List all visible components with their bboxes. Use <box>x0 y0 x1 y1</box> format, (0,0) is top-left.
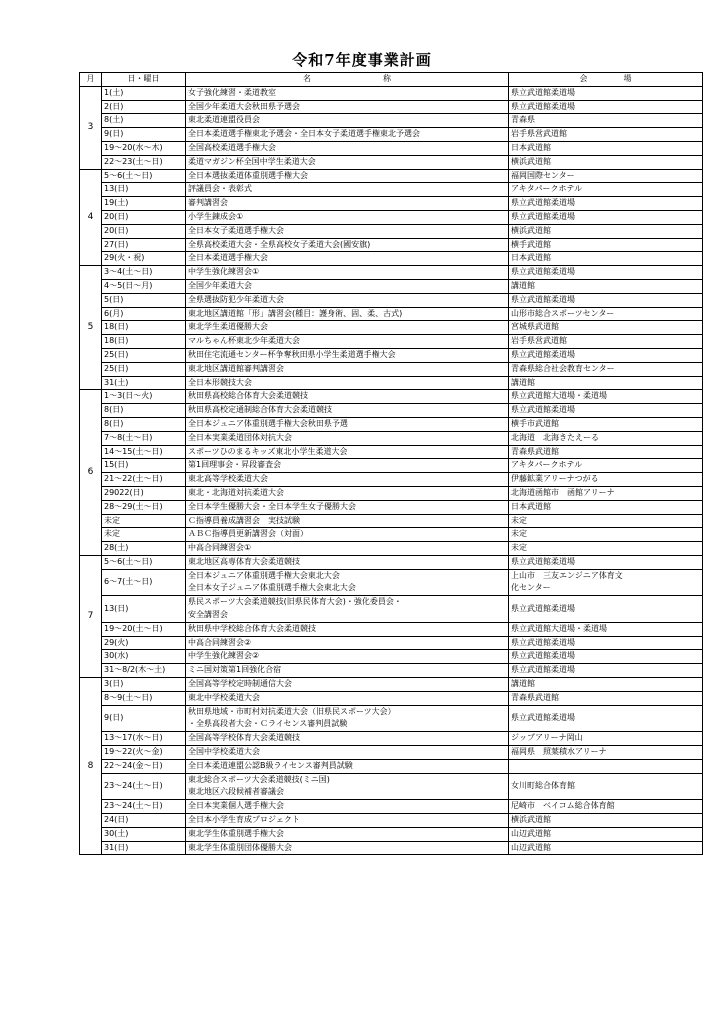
event-name-cell: ＡＢＣ指導員更新講習会（対面） <box>186 528 509 542</box>
table-row <box>80 404 703 418</box>
event-name-cell: 柔道マガジン杯全国中学生柔道大会 <box>186 155 509 169</box>
table-row <box>80 431 703 445</box>
venue-cell: 県立武道館柔道場 <box>509 705 703 732</box>
date-cell: 19～20(水～木) <box>102 141 186 155</box>
date-cell: 24(日) <box>102 814 186 828</box>
event-name-cell: 全国中学校柔道大会 <box>186 746 509 760</box>
event-name-line2: ・全県高段者大会・Ｃライセンス審判員試験 <box>188 719 348 729</box>
table-row <box>80 773 703 800</box>
event-name-cell: 全日本実業柔道団体対抗大会 <box>186 431 509 445</box>
date-cell: 31(日) <box>102 841 186 855</box>
table-row <box>80 445 703 459</box>
date-cell: 5(日) <box>102 293 186 307</box>
table-row <box>80 841 703 855</box>
date-cell: 18(日) <box>102 335 186 349</box>
venue-cell: 横浜武道館 <box>509 814 703 828</box>
event-name-cell: 中高合同練習会② <box>186 636 509 650</box>
event-name-cell: Ｃ指導員養成講習会 実技試験 <box>186 514 509 528</box>
table-row <box>80 293 703 307</box>
table-row <box>80 266 703 280</box>
event-name-line1: 県民スポーツ大会柔道競技(旧県民体育大会)・強化委員会・ <box>188 597 402 607</box>
table-row <box>80 183 703 197</box>
venue-cell: 山辺武道館 <box>509 841 703 855</box>
date-cell: 22～23(土～日) <box>102 155 186 169</box>
table-row <box>80 141 703 155</box>
date-cell: 3(日) <box>102 678 186 692</box>
table-row <box>80 622 703 636</box>
venue-cell: 山辺武道館 <box>509 827 703 841</box>
date-cell: 31～8/2(木～土) <box>102 664 186 678</box>
event-name-cell: 中高合同練習会① <box>186 542 509 556</box>
venue-cell: 福岡国際センター <box>509 169 703 183</box>
event-name-cell: 東北地区高専体育大会柔道競技 <box>186 555 509 569</box>
event-name-cell: 東北中学校柔道大会 <box>186 691 509 705</box>
venue-cell: 講道館 <box>509 279 703 293</box>
date-cell: 8～9(土～日) <box>102 691 186 705</box>
table-row <box>80 827 703 841</box>
table-row <box>80 555 703 569</box>
event-name-cell <box>186 773 509 800</box>
table-row <box>80 238 703 252</box>
table-row <box>80 814 703 828</box>
event-name-line1: 秋田県地域・市町村対抗柔道大会（旧県民スポーツ大会） <box>188 706 396 716</box>
date-cell: 13～17(水～日) <box>102 732 186 746</box>
table-row <box>80 224 703 238</box>
date-cell: 4～5(日～月) <box>102 279 186 293</box>
venue-cell: 講道館 <box>509 678 703 692</box>
date-cell: 29(火) <box>102 636 186 650</box>
date-cell: 21～22(土～日) <box>102 473 186 487</box>
venue-cell: 講道館 <box>509 376 703 390</box>
venue-cell: 伊藤鉱業アリーナつがる <box>509 473 703 487</box>
venue-cell: 青森県武道館 <box>509 445 703 459</box>
venue-cell: 青森県総合社会教育センター <box>509 362 703 376</box>
venue-cell: 県立武道館柔道場 <box>509 86 703 100</box>
table-row <box>80 486 703 500</box>
month-cell: 7 <box>80 555 102 677</box>
date-cell: 1(土) <box>102 86 186 100</box>
event-name-cell <box>186 569 509 596</box>
event-name-cell: 第1回理事会・昇段審査会 <box>186 459 509 473</box>
event-name-cell: 全日本柔道連盟公認B級ライセンス審判員試験 <box>186 759 509 773</box>
header-name-b: 称 <box>383 74 391 83</box>
venue-cell: 北海道 北海きたえーる <box>509 431 703 445</box>
event-name-cell: 東北・北海道対抗柔道大会 <box>186 486 509 500</box>
event-name-cell: 全日本選抜柔道体重別選手権大会 <box>186 169 509 183</box>
table-row <box>80 732 703 746</box>
venue-cell: 県立武道館柔道場 <box>509 555 703 569</box>
date-cell: 31(土) <box>102 376 186 390</box>
date-cell: 7～8(土～日) <box>102 431 186 445</box>
date-cell: 13(日) <box>102 183 186 197</box>
table-row <box>80 691 703 705</box>
event-name-cell: 東北柔道連盟役員会 <box>186 114 509 128</box>
venue-cell: 県立武道館柔道場 <box>509 404 703 418</box>
venue-cell: 県立武道館柔道場 <box>509 197 703 211</box>
event-name-cell: 全国少年柔道大会 <box>186 279 509 293</box>
table-row <box>80 252 703 266</box>
date-cell: 28(土) <box>102 542 186 556</box>
table-row <box>80 500 703 514</box>
event-name-cell: 東北地区講道館「形」講習会(種目：護身術、固、柔、古式) <box>186 307 509 321</box>
table-row <box>80 528 703 542</box>
venue-cell: 横浜武道館 <box>509 224 703 238</box>
venue-cell: 福岡県 照葉積水アリーナ <box>509 746 703 760</box>
event-name-cell: 東北学生体重別団体優勝大会 <box>186 841 509 855</box>
event-name-cell: 秋田県高校定通制総合体育大会柔道競技 <box>186 404 509 418</box>
table-row <box>80 114 703 128</box>
header-date: 日・曜日 <box>102 73 186 87</box>
venue-cell: 青森県 <box>509 114 703 128</box>
venue-cell: 日本武道館 <box>509 500 703 514</box>
date-cell: 8(日) <box>102 404 186 418</box>
date-cell: 18(日) <box>102 321 186 335</box>
event-name-cell: 女子強化練習・柔道教室 <box>186 86 509 100</box>
table-row <box>80 596 703 623</box>
venue-cell: 青森県武道館 <box>509 691 703 705</box>
venue-cell: 横手武道館 <box>509 238 703 252</box>
date-cell: 3～4(土～日) <box>102 266 186 280</box>
table-row <box>80 362 703 376</box>
venue-cell: 横浜武道館 <box>509 155 703 169</box>
event-name-cell: 全日本実業個人選手権大会 <box>186 800 509 814</box>
event-name-cell: 全国少年柔道大会秋田県予選会 <box>186 100 509 114</box>
table-row <box>80 569 703 596</box>
table-row <box>80 335 703 349</box>
date-cell: 30(水) <box>102 650 186 664</box>
table-row <box>80 155 703 169</box>
event-name-line2: 安全講習会 <box>188 610 228 620</box>
month-cell: 4 <box>80 169 102 266</box>
event-name-cell: 全日本形競技大会 <box>186 376 509 390</box>
date-cell: 19～20(土～日) <box>102 622 186 636</box>
venue-cell <box>509 759 703 773</box>
venue-cell: 横手市武道館 <box>509 417 703 431</box>
table-row <box>80 197 703 211</box>
table-row <box>80 664 703 678</box>
date-cell: 5～6(土～日) <box>102 169 186 183</box>
venue-line1: 上山市 三友エンジニア体育文 <box>511 570 623 580</box>
venue-cell <box>509 569 703 596</box>
event-name-cell: ミニ国対策第1回強化合宿 <box>186 664 509 678</box>
date-cell: 13(日) <box>102 596 186 623</box>
event-name-cell: 全日本学生優勝大会・全日本学生女子優勝大会 <box>186 500 509 514</box>
date-cell: 5～6(土～日) <box>102 555 186 569</box>
table-row <box>80 746 703 760</box>
month-cell: 5 <box>80 266 102 390</box>
date-cell: 29022(日) <box>102 486 186 500</box>
venue-cell: 県立武道館柔道場 <box>509 596 703 623</box>
venue-cell: 県立武道館柔道場 <box>509 636 703 650</box>
event-name-cell: 全国高等学校定時制通信大会 <box>186 678 509 692</box>
date-cell: 30(土) <box>102 827 186 841</box>
month-cell: 6 <box>80 390 102 556</box>
event-name-cell: 中学生強化練習会① <box>186 266 509 280</box>
event-name-cell <box>186 705 509 732</box>
venue-cell: 県立武道館大道場・柔道場 <box>509 622 703 636</box>
venue-cell: 北海道函館市 函館アリーナ <box>509 486 703 500</box>
table-row <box>80 321 703 335</box>
table-row <box>80 307 703 321</box>
venue-cell: 日本武道館 <box>509 141 703 155</box>
table-row <box>80 705 703 732</box>
venue-cell: 岩手県営武道館 <box>509 335 703 349</box>
event-name-cell: 全日本柔道選手権大会 <box>186 252 509 266</box>
table-row <box>80 390 703 404</box>
table-row <box>80 210 703 224</box>
venue-cell: 岩手県営武道館 <box>509 128 703 142</box>
date-cell: 20(日) <box>102 224 186 238</box>
header-venue-a: 会 <box>579 74 588 83</box>
event-name-cell: 全国高等学校体育大会柔道競技 <box>186 732 509 746</box>
date-cell: 2(日) <box>102 100 186 114</box>
table-row <box>80 542 703 556</box>
event-name-cell: 秋田県高校総合体育大会柔道競技 <box>186 390 509 404</box>
header-name-a: 名 <box>303 74 311 83</box>
table-row <box>80 678 703 692</box>
event-name-cell: 全日本ジュニア体重別選手権大会秋田県予選 <box>186 417 509 431</box>
event-name-cell: 評議員会・表彰式 <box>186 183 509 197</box>
event-name-cell: 全日本女子柔道選手権大会 <box>186 224 509 238</box>
event-name-line1: 東北総合スポーツ大会柔道競技(ミニ国) <box>188 774 330 784</box>
event-name-cell: 東北学生体重別選手権大会 <box>186 827 509 841</box>
month-cell: 8 <box>80 678 102 855</box>
header-venue-b: 場 <box>623 74 632 83</box>
month-cell: 3 <box>80 86 102 169</box>
date-cell: 未定 <box>102 514 186 528</box>
table-header-row <box>80 73 703 87</box>
table-row <box>80 800 703 814</box>
venue-cell: 山形市総合スポーツセンター <box>509 307 703 321</box>
event-name-cell: 小学生錬成会① <box>186 210 509 224</box>
event-name-cell: 東北地区講道館審判講習会 <box>186 362 509 376</box>
venue-cell: ジップアリーナ岡山 <box>509 732 703 746</box>
venue-cell: 県立武道館柔道場 <box>509 293 703 307</box>
event-name-cell: 全日本柔道選手権東北予選会・全日本女子柔道選手権東北予選会 <box>186 128 509 142</box>
event-name-cell: 全県高校柔道大会・全県高校女子柔道大会(國安旗) <box>186 238 509 252</box>
venue-cell: 県立武道館柔道場 <box>509 100 703 114</box>
venue-cell: 日本武道館 <box>509 252 703 266</box>
table-row <box>80 376 703 390</box>
event-name-cell <box>186 596 509 623</box>
venue-cell: 宮城県武道館 <box>509 321 703 335</box>
venue-cell: 尼崎市 ベイコム総合体育館 <box>509 800 703 814</box>
date-cell: 15(日) <box>102 459 186 473</box>
table-row <box>80 279 703 293</box>
schedule-table <box>79 72 703 855</box>
event-name-cell: 東北学生柔道優勝大会 <box>186 321 509 335</box>
venue-cell: 未定 <box>509 542 703 556</box>
table-row <box>80 169 703 183</box>
date-cell: 6～7(土～日) <box>102 569 186 596</box>
event-name-cell: スポーツひのまるキッズ東北小学生柔道大会 <box>186 445 509 459</box>
header-month: 月 <box>80 73 102 87</box>
date-cell: 8(日) <box>102 417 186 431</box>
event-name-line2: 東北地区六段候補者審議会 <box>188 787 284 797</box>
event-name-line1: 全日本ジュニア体重別選手権大会東北大会 <box>188 570 340 580</box>
venue-cell: 県立武道館柔道場 <box>509 210 703 224</box>
date-cell: 23～24(土～日) <box>102 773 186 800</box>
venue-cell: 県立武道館柔道場 <box>509 650 703 664</box>
date-cell: 未定 <box>102 528 186 542</box>
venue-cell: 未定 <box>509 514 703 528</box>
date-cell: 29(火・祝) <box>102 252 186 266</box>
event-name-cell: マルちゃん杯東北少年柔道大会 <box>186 335 509 349</box>
event-name-cell: 秋田県中学校総合体育大会柔道競技 <box>186 622 509 636</box>
date-cell: 25(日) <box>102 362 186 376</box>
date-cell: 28～29(土～日) <box>102 500 186 514</box>
venue-cell: 県立武道館大道場・柔道場 <box>509 390 703 404</box>
table-row <box>80 759 703 773</box>
header-name <box>186 73 509 87</box>
table-row <box>80 86 703 100</box>
date-cell: 25(日) <box>102 348 186 362</box>
venue-cell: 県立武道館柔道場 <box>509 348 703 362</box>
date-cell: 6(月) <box>102 307 186 321</box>
schedule-body <box>80 86 703 855</box>
table-row <box>80 459 703 473</box>
table-row <box>80 128 703 142</box>
date-cell: 20(日) <box>102 210 186 224</box>
page-title: 令和7年度事業計画 <box>292 51 432 69</box>
date-cell: 19(土) <box>102 197 186 211</box>
event-name-cell: 審判講習会 <box>186 197 509 211</box>
event-name-cell: 全国高校柔道選手権大会 <box>186 141 509 155</box>
table-row <box>80 100 703 114</box>
event-name-cell: 秋田住宅流通センター杯争奪秋田県小学生柔道選手権大会 <box>186 348 509 362</box>
header-venue <box>509 73 703 87</box>
event-name-line2: 全日本女子ジュニア体重別選手権大会東北大会 <box>188 583 356 593</box>
table-row <box>80 348 703 362</box>
venue-cell: 県立武道館柔道場 <box>509 266 703 280</box>
date-cell: 8(土) <box>102 114 186 128</box>
venue-cell: アキタパークホテル <box>509 183 703 197</box>
event-name-cell: 全日本小学生育成プロジェクト <box>186 814 509 828</box>
venue-cell: 未定 <box>509 528 703 542</box>
date-cell: 19～22(火～金) <box>102 746 186 760</box>
venue-cell: 県立武道館柔道場 <box>509 664 703 678</box>
event-name-cell: 東北高等学校柔道大会 <box>186 473 509 487</box>
date-cell: 9(日) <box>102 128 186 142</box>
table-row <box>80 417 703 431</box>
venue-cell: 女川町総合体育館 <box>509 773 703 800</box>
table-row <box>80 514 703 528</box>
table-row <box>80 473 703 487</box>
date-cell: 27(日) <box>102 238 186 252</box>
venue-cell: アキタパークホテル <box>509 459 703 473</box>
date-cell: 23～24(土～日) <box>102 800 186 814</box>
table-row <box>80 636 703 650</box>
event-name-cell: 中学生強化練習会② <box>186 650 509 664</box>
venue-line2: 化センター <box>511 583 551 593</box>
date-cell: 22～24(金～日) <box>102 759 186 773</box>
table-row <box>80 650 703 664</box>
event-name-cell: 全県選抜防犯少年柔道大会 <box>186 293 509 307</box>
date-cell: 14～15(土～日) <box>102 445 186 459</box>
date-cell: 9(日) <box>102 705 186 732</box>
date-cell: 1～3(日～火) <box>102 390 186 404</box>
